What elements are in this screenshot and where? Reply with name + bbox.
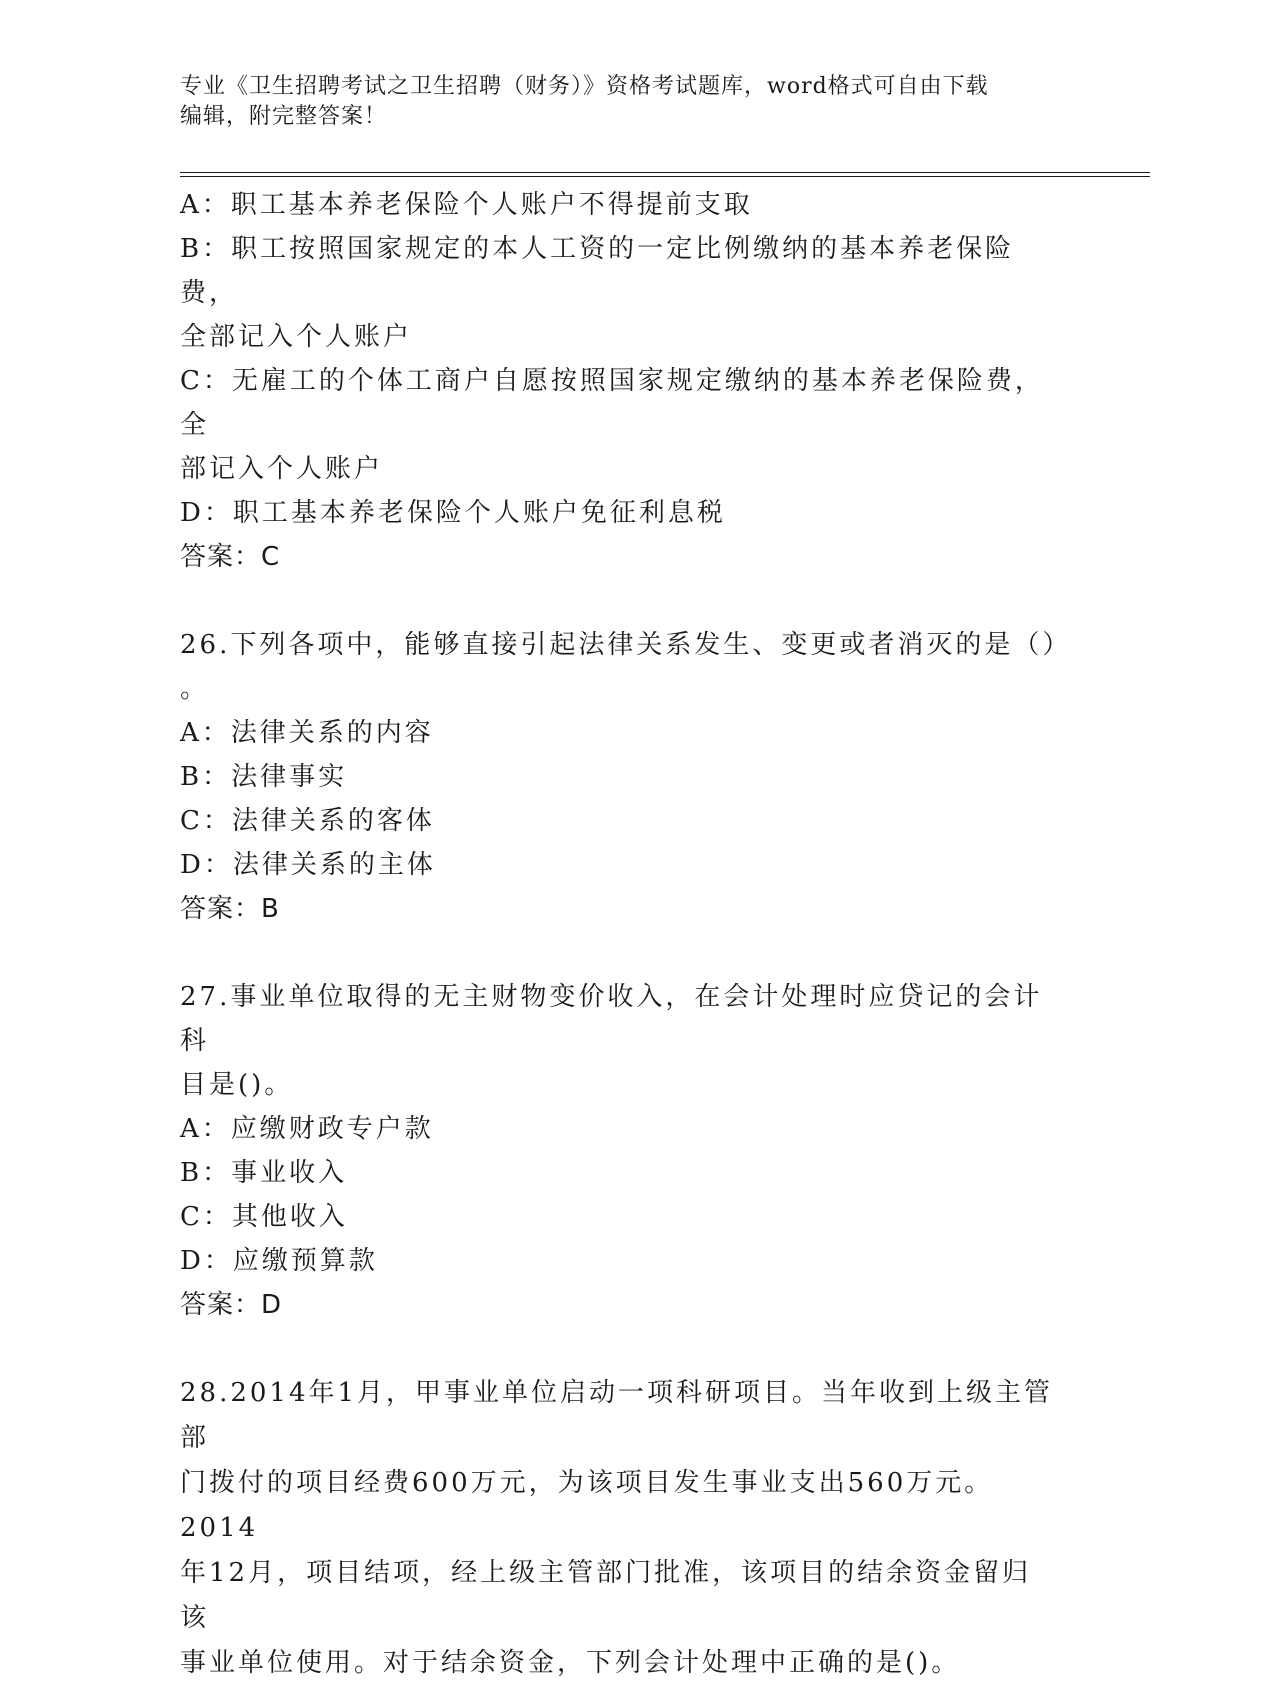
option-d: D：法律关系的主体 [180, 850, 436, 880]
option-b: B：法律事实 [180, 762, 348, 792]
question-stem-continued: 年12月，项目结项，经上级主管部门批准，该项目的结余资金留归该 [180, 1558, 1032, 1633]
option-b: B：事业收入 [180, 1158, 348, 1188]
option-b-continued: 全部记入个人账户 [180, 322, 413, 352]
answer-label: 答案：B [180, 894, 280, 924]
document-header [180, 72, 1060, 132]
option-a: A：法律关系的内容 [180, 718, 434, 748]
spacer [180, 1327, 1060, 1371]
question-stem-continued: 。 [180, 674, 210, 704]
answer-label: 答案：D [180, 1290, 283, 1320]
question-stem: 27.事业单位取得的无主财物变价收入，在会计处理时应贷记的会计科 [180, 982, 1043, 1056]
option-b: B：职工按照国家规定的本人工资的一定比例缴纳的基本养老保险费， [180, 234, 1015, 308]
header-divider [180, 172, 1150, 177]
question-25-tail [180, 183, 1060, 579]
question-27 [180, 975, 1060, 1327]
option-a: A：应缴财政专户款 [180, 1114, 434, 1144]
question-stem: 26.下列各项中，能够直接引起法律关系发生、变更或者消灭的是（） [180, 630, 1072, 660]
answer-label: 答案：C [180, 542, 281, 572]
option-a: A：职工基本养老保险个人账户不得提前支取 [180, 190, 753, 220]
header-line-2: 编辑，附完整答案！ [180, 104, 388, 129]
question-list [180, 183, 1072, 1686]
question-stem-continued: 事业单位使用。对于结余资金，下列会计处理中正确的是()。 [180, 1648, 961, 1678]
option-c: C：法律关系的客体 [180, 806, 435, 836]
option-d: D：职工基本养老保险个人账户免征利息税 [180, 498, 726, 528]
question-28 [180, 1371, 1060, 1686]
question-stem-continued: 目是()。 [180, 1070, 294, 1100]
option-c: C：其他收入 [180, 1202, 348, 1232]
spacer [180, 579, 1060, 623]
option-d: D：应缴预算款 [180, 1246, 378, 1276]
spacer [180, 931, 1060, 975]
question-stem-continued: 门拨付的项目经费600万元，为该项目发生事业支出560万元。2014 [180, 1468, 994, 1543]
header-line-1: 专业《卫生招聘考试之卫生招聘（财务）》资格考试题库，word格式可自由下载 [180, 74, 989, 99]
question-26 [180, 623, 1072, 931]
option-c: C：无雇工的个体工商户自愿按照国家规定缴纳的基本养老保险费，全 [180, 366, 1044, 440]
option-c-continued: 部记入个人账户 [180, 454, 384, 484]
question-stem: 28.2014年1月，甲事业单位启动一项科研项目。当年收到上级主管部 [180, 1378, 1054, 1453]
